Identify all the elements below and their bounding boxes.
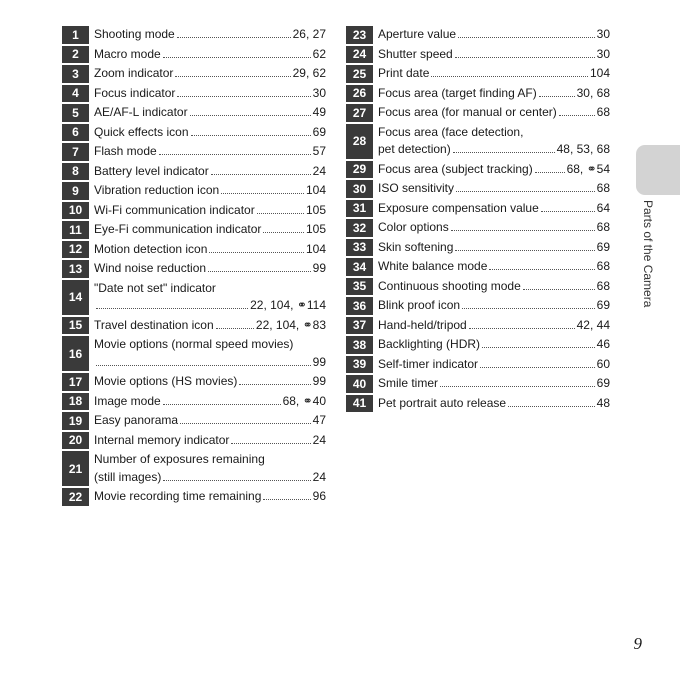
- item-description: [378, 161, 610, 179]
- page-reference: 26, 27: [292, 27, 326, 41]
- item-line: [378, 336, 610, 354]
- page-reference: 30: [596, 27, 610, 41]
- item-number-badge: 13: [62, 260, 89, 278]
- item-number-badge: 5: [62, 104, 89, 122]
- legend-row: [346, 375, 610, 393]
- item-label: Wind noise reduction: [94, 261, 207, 275]
- item-label: Focus area (subject tracking): [378, 161, 533, 176]
- item-line: [378, 297, 610, 315]
- item-number-badge: 34: [346, 258, 373, 276]
- item-label: Focus area (target finding AF): [378, 85, 537, 100]
- item-label: Movie recording time remaining: [94, 489, 262, 503]
- item-number-badge: 30: [346, 180, 373, 198]
- page-reference: 30: [596, 46, 610, 61]
- dot-leader: [489, 269, 594, 270]
- item-number-badge: 18: [62, 393, 89, 411]
- item-description: [94, 46, 326, 64]
- item-line: [94, 488, 326, 506]
- item-description: [94, 202, 326, 220]
- item-line: [94, 432, 326, 450]
- legend-column-left: [62, 26, 326, 508]
- item-description: [378, 278, 610, 296]
- item-description: [94, 412, 326, 430]
- item-description: [378, 85, 610, 103]
- page-reference: 68: [596, 105, 610, 119]
- item-line: [94, 46, 326, 64]
- legend-row: [346, 356, 610, 374]
- item-label: Print date: [378, 66, 430, 80]
- legend-row: [62, 260, 326, 278]
- dot-leader: [239, 384, 310, 385]
- dot-leader: [263, 499, 310, 500]
- page-reference: 22, 104, ⚭114: [250, 298, 326, 312]
- dot-leader: [96, 365, 311, 366]
- legend-row: [346, 161, 610, 179]
- dot-leader: [180, 423, 311, 424]
- item-description: [94, 65, 326, 83]
- legend-row: [62, 46, 326, 64]
- page-reference: 57: [312, 144, 326, 158]
- legend-row: [346, 219, 610, 237]
- item-description: [378, 356, 610, 374]
- item-description: [94, 373, 326, 391]
- item-line: [378, 65, 610, 83]
- legend-row: [346, 85, 610, 103]
- legend-column-right: [346, 26, 610, 414]
- item-description: [378, 375, 610, 393]
- dot-leader: [159, 154, 311, 155]
- item-label: pet detection): [378, 142, 451, 156]
- page-reference: 69: [312, 124, 326, 139]
- legend-row: [62, 488, 326, 506]
- page-reference: 24: [312, 432, 326, 447]
- item-label: Movie options (HS movies): [94, 374, 238, 388]
- dot-leader: [523, 289, 595, 290]
- legend-row: [346, 46, 610, 64]
- item-line: [94, 202, 326, 220]
- page-reference: 48: [596, 395, 610, 410]
- legend-row: [346, 336, 610, 354]
- item-line: [94, 393, 326, 411]
- item-number-badge: 16: [62, 336, 89, 371]
- dot-leader: [462, 308, 595, 309]
- item-description: [378, 65, 610, 83]
- item-number-badge: 31: [346, 200, 373, 218]
- dot-leader: [177, 96, 310, 97]
- legend-row: [62, 412, 326, 430]
- dot-leader: [453, 152, 555, 153]
- item-line: [94, 65, 326, 83]
- item-number-badge: 8: [62, 163, 89, 181]
- item-label: Internal memory indicator: [94, 432, 230, 447]
- page-reference: 104: [589, 66, 610, 80]
- legend-row: [62, 241, 326, 259]
- item-label: AE/AF-L indicator: [94, 105, 188, 119]
- item-line: [94, 85, 326, 103]
- item-description: [94, 432, 326, 450]
- legend-row: [346, 124, 610, 159]
- legend-row: [346, 317, 610, 335]
- page-reference: 30: [312, 85, 326, 100]
- item-number-badge: 10: [62, 202, 89, 220]
- page-reference: 69: [596, 376, 610, 390]
- item-line: [94, 451, 326, 469]
- legend-row: [62, 373, 326, 391]
- item-label: Wi-Fi communication indicator: [94, 202, 255, 217]
- dot-leader: [451, 230, 595, 231]
- legend-row: [346, 104, 610, 122]
- dot-leader: [455, 250, 594, 251]
- page-reference: 68: [596, 259, 610, 273]
- page-reference: 69: [596, 298, 610, 312]
- item-label: Shooting mode: [94, 27, 175, 41]
- dot-leader: [163, 404, 281, 405]
- item-label: Travel destination icon: [94, 317, 214, 332]
- item-label: "Date not set" indicator: [94, 280, 216, 295]
- item-line: [378, 278, 610, 296]
- dot-leader: [163, 57, 311, 58]
- item-description: [378, 46, 610, 64]
- item-line: [94, 469, 326, 487]
- item-label: Easy panorama: [94, 413, 179, 427]
- item-number-badge: 27: [346, 104, 373, 122]
- item-line: [378, 46, 610, 64]
- item-label: Number of exposures remaining: [94, 452, 265, 466]
- item-description: [94, 221, 326, 239]
- item-label: Flash mode: [94, 144, 157, 158]
- page-reference: 68, ⚭40: [282, 393, 326, 408]
- item-line: [94, 336, 326, 354]
- item-line: [94, 241, 326, 259]
- legend-row: [62, 336, 326, 371]
- legend-row: [62, 202, 326, 220]
- dot-leader: [191, 135, 311, 136]
- dot-leader: [440, 386, 595, 387]
- legend-row: [62, 104, 326, 122]
- page-reference: 68: [596, 220, 610, 234]
- dot-leader: [177, 37, 291, 38]
- item-line: [94, 412, 326, 430]
- item-number-badge: 20: [62, 432, 89, 450]
- legend-row: [62, 221, 326, 239]
- item-label: Motion detection icon: [94, 241, 208, 256]
- item-number-badge: 33: [346, 239, 373, 257]
- item-line: [378, 104, 610, 122]
- item-description: [378, 336, 610, 354]
- page-reference: 68, ⚭54: [566, 161, 610, 176]
- page-reference: 99: [312, 261, 326, 275]
- page-reference: 29, 62: [292, 66, 326, 80]
- item-description: [378, 258, 610, 276]
- item-description: [94, 104, 326, 122]
- page-reference: 68: [596, 278, 610, 293]
- item-number-badge: 1: [62, 26, 89, 44]
- item-line: [94, 280, 326, 298]
- legend-row: [62, 182, 326, 200]
- page-reference: 69: [596, 239, 610, 254]
- item-line: [378, 219, 610, 237]
- item-line: [94, 221, 326, 239]
- item-description: [378, 104, 610, 122]
- item-label: Focus area (face detection,: [378, 124, 524, 139]
- item-description: [94, 451, 326, 486]
- dot-leader: [541, 211, 595, 212]
- dot-leader: [455, 57, 595, 58]
- item-description: [94, 317, 326, 335]
- item-line: [378, 317, 610, 335]
- item-label: Hand-held/tripod: [378, 317, 467, 332]
- dot-leader: [231, 443, 310, 444]
- item-number-badge: 41: [346, 395, 373, 413]
- page-reference: 62: [312, 46, 326, 61]
- item-number-badge: 26: [346, 85, 373, 103]
- legend-row: [346, 26, 610, 44]
- item-number-badge: 21: [62, 451, 89, 486]
- item-description: [94, 260, 326, 278]
- dot-leader: [508, 406, 595, 407]
- item-label: Backlighting (HDR): [378, 337, 481, 351]
- page-reference: 46: [596, 337, 610, 351]
- item-label: Quick effects icon: [94, 124, 189, 139]
- dot-leader: [482, 347, 595, 348]
- legend-row: [62, 451, 326, 486]
- item-number-badge: 15: [62, 317, 89, 335]
- legend-row: [62, 163, 326, 181]
- page-reference: 49: [312, 105, 326, 119]
- page-reference: 99: [312, 354, 326, 369]
- dot-leader: [209, 252, 304, 253]
- page-reference: 104: [305, 241, 326, 256]
- item-line: [378, 161, 610, 179]
- item-number-badge: 2: [62, 46, 89, 64]
- item-description: [94, 280, 326, 315]
- item-number-badge: 9: [62, 182, 89, 200]
- item-number-badge: 39: [346, 356, 373, 374]
- dot-leader: [263, 232, 304, 233]
- item-line: [378, 375, 610, 393]
- legend-row: [62, 317, 326, 335]
- item-line: [94, 260, 326, 278]
- dot-leader: [211, 174, 311, 175]
- page-reference: 105: [305, 222, 326, 236]
- page-reference: 64: [596, 200, 610, 215]
- legend-row: [346, 395, 610, 413]
- item-description: [378, 239, 610, 257]
- item-description: [94, 336, 326, 371]
- dot-leader: [559, 115, 595, 116]
- page-reference: 105: [305, 202, 326, 217]
- item-line: [378, 239, 610, 257]
- item-label: Eye-Fi communication indicator: [94, 222, 262, 236]
- item-number-badge: 11: [62, 221, 89, 239]
- item-label: Continuous shooting mode: [378, 278, 521, 293]
- dot-leader: [257, 213, 304, 214]
- item-description: [378, 395, 610, 413]
- item-description: [94, 124, 326, 142]
- item-label: Skin softening: [378, 239, 454, 254]
- legend-row: [346, 65, 610, 83]
- item-number-badge: 36: [346, 297, 373, 315]
- item-line: [378, 200, 610, 218]
- item-number-badge: 22: [62, 488, 89, 506]
- item-label: Shutter speed: [378, 46, 453, 61]
- item-line: [378, 395, 610, 413]
- page-reference: 104: [305, 183, 326, 197]
- item-description: [378, 124, 610, 159]
- legend-row: [62, 280, 326, 315]
- item-description: [378, 200, 610, 218]
- item-description: [94, 488, 326, 506]
- item-line: [378, 141, 610, 159]
- dot-leader: [469, 328, 575, 329]
- item-line: [94, 104, 326, 122]
- dot-leader: [190, 115, 311, 116]
- item-label: Battery level indicator: [94, 163, 209, 178]
- item-label: Focus area (for manual or center): [378, 105, 557, 119]
- item-number-badge: 28: [346, 124, 373, 159]
- item-number-badge: 23: [346, 26, 373, 44]
- page-reference: 30, 68: [576, 85, 610, 100]
- item-number-badge: 6: [62, 124, 89, 142]
- dot-leader: [96, 308, 248, 309]
- legend-row: [346, 278, 610, 296]
- legend-row: [62, 85, 326, 103]
- section-label: Parts of the Camera: [641, 200, 655, 308]
- item-line: [94, 124, 326, 142]
- item-number-badge: 24: [346, 46, 373, 64]
- item-line: [94, 182, 326, 200]
- page-reference: 99: [312, 374, 326, 388]
- dot-leader: [480, 367, 595, 368]
- section-tab: [636, 145, 680, 195]
- item-number-badge: 37: [346, 317, 373, 335]
- item-label: Macro mode: [94, 46, 161, 61]
- item-description: [378, 317, 610, 335]
- item-line: [94, 143, 326, 161]
- item-line: [378, 85, 610, 103]
- page-reference: 24: [312, 469, 326, 484]
- item-description: [94, 143, 326, 161]
- item-line: [94, 297, 326, 315]
- dot-leader: [535, 172, 565, 173]
- page-reference: 60: [596, 356, 610, 371]
- item-label: Exposure compensation value: [378, 200, 539, 215]
- item-line: [94, 317, 326, 335]
- item-label: Aperture value: [378, 27, 457, 41]
- item-label: (still images): [94, 469, 162, 484]
- item-line: [94, 26, 326, 44]
- item-label: Zoom indicator: [94, 66, 174, 80]
- item-label: Vibration reduction icon: [94, 183, 220, 197]
- dot-leader: [458, 37, 595, 38]
- dot-leader: [456, 191, 595, 192]
- item-number-badge: 3: [62, 65, 89, 83]
- item-description: [94, 393, 326, 411]
- page-reference: 22, 104, ⚭83: [255, 317, 326, 332]
- legend-row: [62, 26, 326, 44]
- item-number-badge: 14: [62, 280, 89, 315]
- legend-row: [346, 297, 610, 315]
- item-number-badge: 7: [62, 143, 89, 161]
- item-line: [378, 26, 610, 44]
- item-number-badge: 29: [346, 161, 373, 179]
- dot-leader: [208, 271, 311, 272]
- page-reference: 48, 53, 68: [556, 142, 610, 156]
- dot-leader: [216, 328, 254, 329]
- item-line: [94, 373, 326, 391]
- legend-row: [62, 124, 326, 142]
- item-number-badge: 35: [346, 278, 373, 296]
- item-number-badge: 38: [346, 336, 373, 354]
- page-reference: 42, 44: [576, 317, 610, 332]
- legend-row: [346, 200, 610, 218]
- item-description: [94, 182, 326, 200]
- item-number-badge: 17: [62, 373, 89, 391]
- item-description: [378, 219, 610, 237]
- legend-row: [62, 393, 326, 411]
- legend-row: [346, 258, 610, 276]
- item-number-badge: 40: [346, 375, 373, 393]
- item-line: [94, 163, 326, 181]
- page-reference: 24: [312, 163, 326, 178]
- dot-leader: [221, 193, 304, 194]
- legend-row: [62, 432, 326, 450]
- legend-row: [346, 180, 610, 198]
- item-label: Self-timer indicator: [378, 356, 479, 371]
- item-line: [94, 354, 326, 372]
- item-line: [378, 124, 610, 142]
- item-description: [378, 26, 610, 44]
- item-number-badge: 12: [62, 241, 89, 259]
- item-description: [94, 85, 326, 103]
- item-label: Focus indicator: [94, 85, 176, 100]
- item-label: Movie options (normal speed movies): [94, 337, 294, 351]
- item-label: Image mode: [94, 393, 161, 408]
- item-description: [94, 241, 326, 259]
- item-description: [94, 26, 326, 44]
- item-line: [378, 180, 610, 198]
- item-label: Color options: [378, 220, 449, 234]
- item-number-badge: 25: [346, 65, 373, 83]
- page-reference: 96: [312, 489, 326, 503]
- page-number: 9: [633, 634, 642, 653]
- dot-leader: [431, 76, 588, 77]
- item-label: Pet portrait auto release: [378, 395, 507, 410]
- legend-row: [346, 239, 610, 257]
- item-description: [94, 163, 326, 181]
- item-label: Blink proof icon: [378, 298, 461, 312]
- item-line: [378, 356, 610, 374]
- dot-leader: [163, 480, 310, 481]
- item-number-badge: 32: [346, 219, 373, 237]
- item-label: Smile timer: [378, 376, 439, 390]
- page-reference: 68: [596, 181, 610, 195]
- item-description: [378, 180, 610, 198]
- item-number-badge: 4: [62, 85, 89, 103]
- item-label: White balance mode: [378, 259, 488, 273]
- page-reference: 47: [312, 413, 326, 427]
- legend-row: [62, 143, 326, 161]
- item-label: ISO sensitivity: [378, 181, 455, 195]
- legend-row: [62, 65, 326, 83]
- item-number-badge: 19: [62, 412, 89, 430]
- dot-leader: [175, 76, 290, 77]
- dot-leader: [539, 96, 575, 97]
- item-line: [378, 258, 610, 276]
- item-description: [378, 297, 610, 315]
